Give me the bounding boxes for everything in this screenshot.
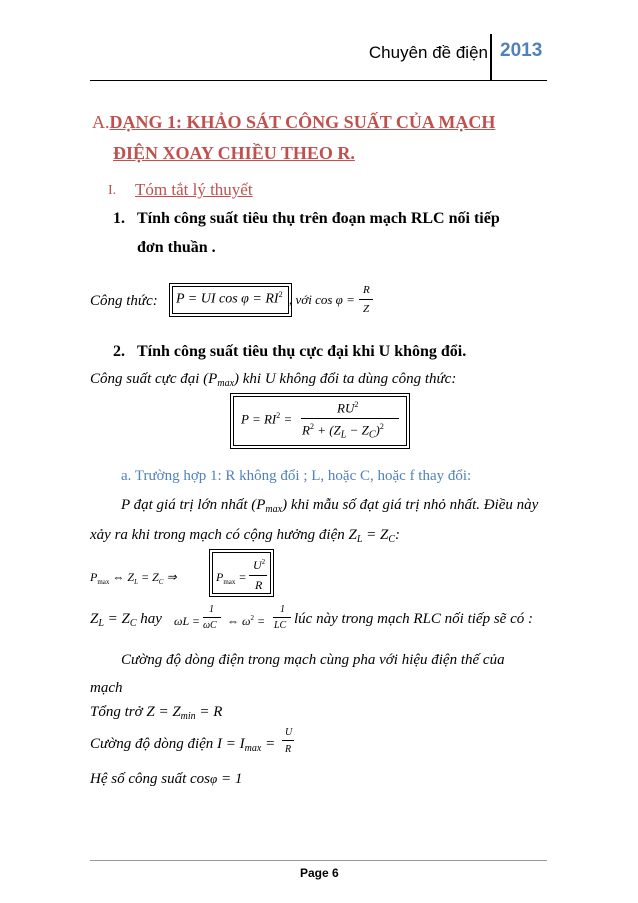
item2-number: 2. [113,343,125,360]
formula2-num [337,400,358,416]
formula2-den-d: ) [375,422,380,438]
formula2-den-exp2: 2 [379,422,384,431]
p3-c: hay [136,611,162,627]
footer-rule [90,860,547,861]
section-a-prefix: A. [92,112,110,132]
p3-sub-c: C [129,618,137,629]
p2-sub: max [265,504,283,515]
case-a-heading: a. Trường hợp 1: R không đổi ; L, hoặc C, hoặc f thay đổi: [121,468,472,484]
formula1-exp: 2 [278,290,283,299]
p7-text: Hệ số công suất cos [90,771,210,787]
p2-line2-end: : [395,527,401,543]
p2-line2: xảy ra khi trong mạch có cộng hưởng điện Z [90,527,357,543]
current-num: U [285,727,293,738]
p3-sub-l: L [98,618,104,629]
current-fraction-bar [282,740,294,741]
formula1-tail: , với cos φ = [289,292,355,307]
formula1-expr [176,290,283,308]
formula1-label: Công thức: [90,293,158,309]
p3-b: = Z [103,611,130,627]
formula2-num-exp: 2 [354,400,359,409]
formula4-a: ωL = [174,614,201,628]
section-a-heading [92,112,495,133]
p1-tail: ) khi U không đổi ta dùng công thức: [234,371,457,387]
paragraph-power-factor [90,771,242,788]
formula2-den-c: − Z [349,422,369,438]
p3-a: Z [90,611,99,627]
p6-tail: = [261,736,276,752]
section-i-title: Tóm tắt lý thuyết [135,180,253,199]
paragraph-resonance [90,611,162,629]
formula2-lhs: $P = RI^2$ = [241,411,293,427]
paragraph-impedance [90,704,222,722]
p6-text: Cường độ dòng điện I = I [90,736,245,752]
header-rule [90,80,547,81]
formula3-sub-c: C [158,578,164,586]
formula3-pmax: $P_{max}$ = [216,570,247,586]
paragraph-current [90,736,275,754]
formula2-fraction-bar [301,418,399,419]
formula3-max-sub: max [97,578,110,586]
formula3-e: P [216,570,224,584]
formula2-sub-c: C [368,429,376,441]
formula3-c: = Z [141,570,159,584]
formula4-b-exp: 2 [250,614,254,622]
p2-line2-mid: = Z [362,527,389,543]
formula3-sub-l: L [134,578,138,586]
formula2-den-a: R [302,422,310,438]
formula4-num1: 1 [209,604,214,615]
formula4-den2: LC [274,620,287,631]
p5-sub: min [180,711,196,722]
current-den: R [285,744,292,755]
formula4-b [227,614,265,629]
section-i-numeral: I. [108,183,117,198]
formula2-den [302,422,384,440]
item2-title: Tính công suất tiêu thụ cực đại khi U không đổi. [137,343,467,360]
formula4-bar1 [203,617,221,618]
formula3-den: R [255,578,263,592]
p1-text: Công suất cực đại (P [90,371,218,387]
section-a-title-line1: DẠNG 1: KHẢO SÁT CÔNG SUẤT CỦA MẠCH [109,112,496,132]
p1-sub: max [217,378,235,389]
formula3-num-text: U [253,558,262,572]
formula2-num-text: RU [337,400,355,416]
formula2-lhs-text: P = RI [241,411,277,427]
formula4-c: = [256,614,266,628]
paragraph-resonance-tail: lúc này trong mạch RLC nối tiếp sẽ có : [294,611,533,627]
formula3-p: P [90,570,98,584]
footer-page-number: Page 6 [300,866,339,880]
item1-line1: Tính công suất tiêu thụ trên đoạn mạch RLC nối tiếp [137,210,500,227]
header-year: 2013 [500,40,543,61]
header-title: Chuyên đề điện [368,43,488,62]
formula3-e-sub: max [223,578,236,586]
formula3-d: ⇒ [166,570,177,584]
formula2-lhs-exp: 2 [276,411,281,420]
formula1-num: R [363,284,370,296]
formula3-left [90,570,177,586]
item1-number: 1. [113,210,125,227]
p6-sub: max [244,743,262,754]
header-divider [490,34,492,80]
paragraph-phase-line1: Cường độ dòng điện trong mạch cùng pha với hiệu điện thế của [121,652,505,668]
formula4-b-text: ⇔ ω [227,614,251,628]
item1-line2: đơn thuần . [137,239,216,256]
p2-line1-tail: ) khi mẫu số đạt giá trị nhỏ nhất. Điều này [282,497,539,513]
p5-text: Tổng trở Z = Z [90,704,181,720]
formula1-den: Z [363,303,370,315]
formula3-num [253,558,265,573]
formula4-num2: 1 [280,604,285,615]
formula3-num-exp: 2 [261,558,266,566]
p2-sub-l: L [356,534,363,545]
formula2-den-exp1: 2 [309,422,314,431]
formula4-bar2 [273,617,291,618]
paragraph-pmax-condition-line2 [90,527,400,545]
formula3-fraction-bar [249,575,267,576]
formula1-fraction-bar [359,299,373,300]
paragraph-phase-line2: mạch [90,680,123,696]
p2-sub-c: C [388,534,396,545]
p7-tail: = 1 [217,771,243,787]
section-a-title-line2: ĐIỆN XOAY CHIỀU THEO R. [113,143,355,163]
phi-symbol: φ [210,771,218,786]
p5-tail: = R [195,704,223,720]
paragraph-pmax-intro [90,371,456,389]
formula2-sub-l: L [340,429,347,441]
formula4-den1: ωC [203,620,217,631]
formula2-den-b: + (Z [317,422,341,438]
p2-line1: P đạt giá trị lớn nhất (P [121,497,266,513]
formula3-b: ⇔ Z [112,570,135,584]
paragraph-pmax-condition-line1 [121,497,538,515]
formula1-main: P = UI cos φ = RI [176,291,279,307]
